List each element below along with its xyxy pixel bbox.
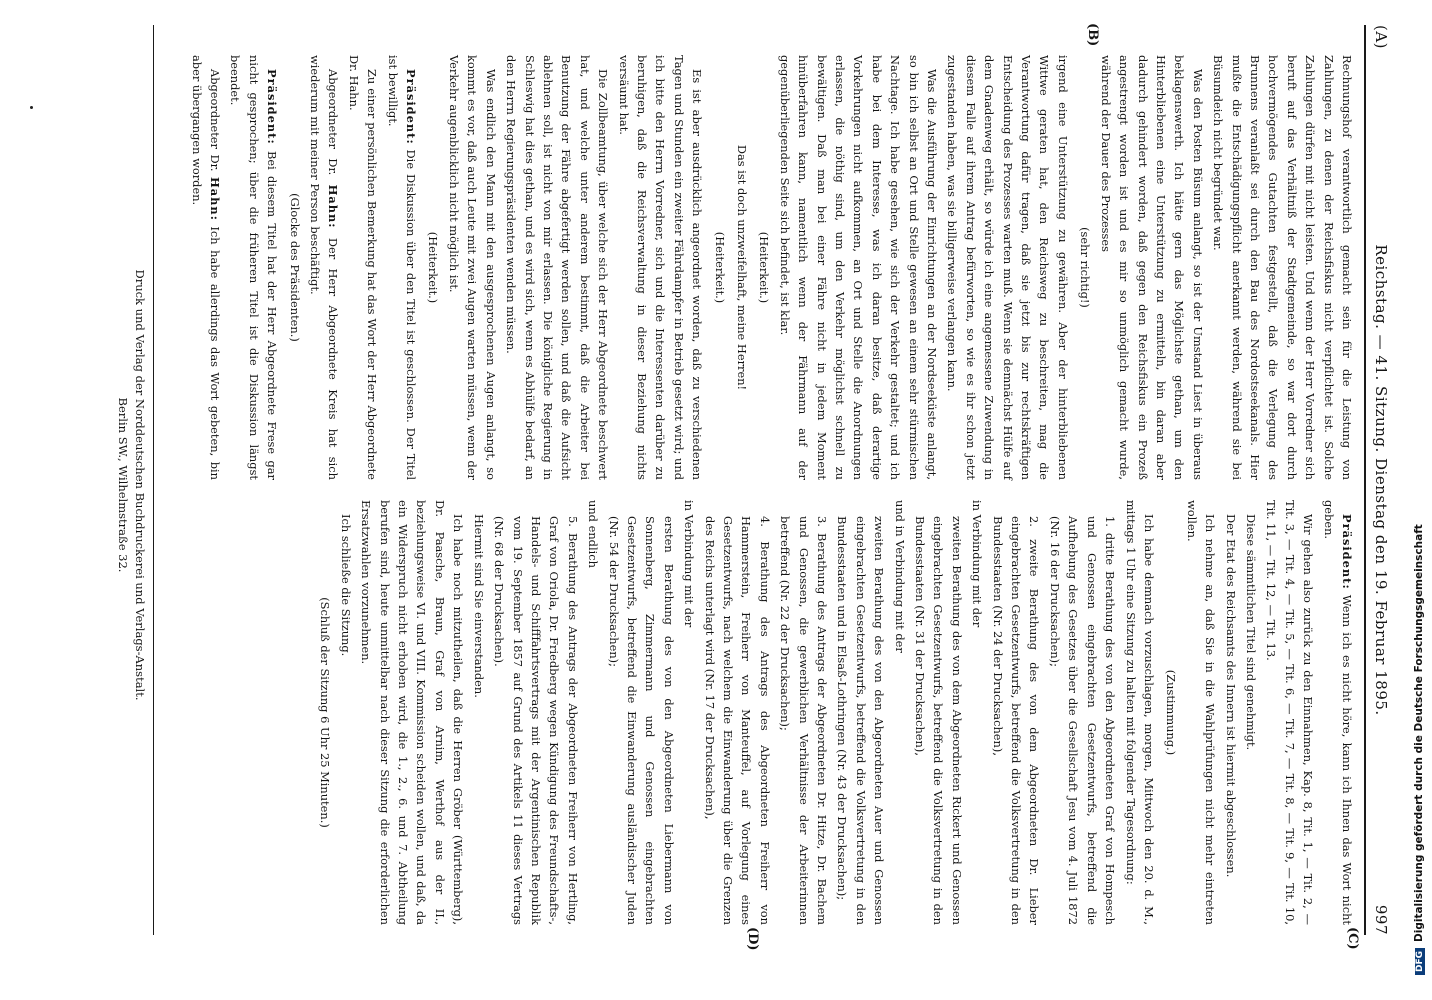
paragraph: Ich nehme an, daß Sie in die Wahlprüfungen nicht mehr eintreten wollen. bbox=[1184, 500, 1218, 925]
paragraph: in Verbindung mit der bbox=[970, 500, 985, 628]
paragraph: (Schluß der Sitzung 6 Uhr 25 Minuten.) bbox=[318, 597, 333, 828]
paragraph: Präsident: Bei diesem Titel hat der Herr Abgeordnete Frese gar nicht gesprochen; über die früheren Titel ist die Diskussion längst beendet. bbox=[228, 55, 280, 480]
margin-marker-c: (C) bbox=[1345, 927, 1360, 950]
paragraph: Was endlich den Mann mit den ausgesprochenen Augen anlangt, so kommt es vor, daß auch Leute mit zwei Augen warten müssen, wenn der Verkehr augenblicklich nicht möglich ist. bbox=[446, 55, 498, 480]
paragraph: (Glocke des Präsidenten.) bbox=[287, 193, 302, 342]
paragraph: 5. Berathung des Antrags der Abgeordneten Freiherr von Hertling, Graf von Oriola, Dr. Friedberg wegen Kündigung des Freundschafts-, Handels- und Schifffahrtsvertrags mit der Argentinischen Republik vom 19. September 1857 auf Grund des Artikels 11 dieses Vertrags (Nr. 68 der Drucksachen). bbox=[492, 516, 580, 925]
paragraph: Was die Ausführung der Einrichtungen an der Nordseeküste anlangt, so bin ich selbst an Ort und Stelle gewesen an einem sehr stürmischen Nachtage. Ich habe gesehen, wie sich der Verkehr gestaltet; und ich habe bei dem Interesse, was ich daran besitze, daß derartige Vorkehrungen nicht aufkommen, an Ort und Stelle die Anordnungen erlassen, die nöthig sind, um den Verkehr möglichst schnell zu bewältigen. Daß man bei einer Fähre nicht in jedem Moment hinüberfahren kann, namentlich wenn der Fährmann auf der gegenüberliegenden Seite sich befindet, ist klar. bbox=[777, 55, 940, 480]
paragraph: zweiten Berathung des von dem Abgeordneten Rickert und Genossen eingebrachten Gesetzentwurfs, betreffend die Volksvertretung in den Bundesstaaten (Nr. 31 der Drucksachen), bbox=[913, 516, 964, 925]
paragraph: irgend eine Unterstützung zu gewähren. Aber der hinterbliebenen Wittwe geraten hat, den Reichsweg zu beschreiten, mag die Verantwortung dafür tragen, daß sie jetzt bis zur rechtskräftigen Entscheidung des Prozesses warten muß. Wenn sie demnächst Hülfe auf dem Gnadenweg erhält, so würde ich eine angemessene Zuwendung in diesem Falle auf ihrem Antrag befürworten, so wie es ihr schon jetzt zugestanden haben, was sie billigerweise verlangen kann. bbox=[945, 55, 1070, 480]
paragraph: Abgeordneter Dr. Hahn: Ich habe allerdings das Wort gebeten, bin aber übergangen worden. bbox=[189, 55, 223, 480]
paragraph: (Heiterkeit.) bbox=[426, 231, 441, 304]
page-number: 997 bbox=[1372, 904, 1390, 935]
paragraph: (Heiterkeit.) bbox=[712, 231, 727, 304]
left-column bbox=[185, 55, 1356, 480]
paragraph: 1. dritte Berathung des von den Abgeordneten Graf von Hompesch und Genossen eingebrachten Gesetzentwurfs, betreffend die Aufhebung des Gesetzes über die Gesellschaft Jesu vom 4. Juli 1872 (Nr. 16 der Drucksachen); bbox=[1047, 516, 1118, 925]
paragraph: Der Etat des Reichsamts des Innern ist hiermit abgeschlossen. bbox=[1223, 514, 1238, 878]
paragraph: Ich schließe die Sitzung. bbox=[338, 514, 353, 657]
paragraph: Präsident: Die Diskussion über den Titel ist geschlossen. Der Titel ist bewilligt. bbox=[385, 55, 419, 480]
speck-mark bbox=[30, 106, 33, 109]
header-rule bbox=[1364, 25, 1366, 935]
paragraph: Abgeordneter Dr. Hahn: Der Herr Abgeordnete Kreis hat sich wiederum mit meiner Person beschäftigt. bbox=[308, 55, 341, 480]
paragraph: in Verbindung mit der bbox=[682, 500, 697, 628]
paragraph: Was den Posten Büsum anlangt, so ist der Umstand Liest in überaus beklagenswerth. Ich hätte gern das Möglichste gethan, um den Hinterbliebenen eine Unterstützung zu ermitteln, bin daran aber dadurch gehindert worden, daß gegen den Reichsfiskus ein Prozeß angestrengt worden ist und es mir so unmöglich gemacht wurde, während der Dauer des Prozesses bbox=[1098, 55, 1205, 480]
paragraph: Die Zollbeamtung, über welche sich der Herr Abgeordnete beschwert hat, und welche unter anderem bestimmt, daß die Arbeiter bei Benutzung der Fähre abgefertigt werden sollen, und daß die Aufsicht ablehnen soll, ist nicht von mir erlassen. Die königliche Regierung in Schleswig hat dies gethan, und es wird sich, wenn es Abhülfe bedarf, an den Herrn Regierungspräsidenten wenden müssen. bbox=[504, 55, 611, 480]
paragraph: Rechnungshof verantwortlich gemacht sein für die Leistung von Zahlungen, zu denen der Reichsfiskus nicht verpflichtet ist. Solche Zahlungen dürfen mit nicht leisten. Und wenn der Herr Vorredner sich beruft auf das Verhältniß der Stadtgemeinde, so war dort durch hochvermögendes Gutachten festgestellt, daß die Verlegung des Brunnens veranlaßt sei durch den Bau des Nordostseekanals. Hier mußte die Entschädigungspflicht anerkannt werden, während sie bei Büsumdeich nicht begründet war. bbox=[1211, 55, 1354, 480]
paragraph: Es ist aber ausdrücklich angeordnet worden, daß zu verschiedenen Tagen und Stunden ein zweiter Fährdampfer in Betrieb gesetzt wird; und ich bitte den Herrn Vorredner, sich und die Interessenten darüber zu beruhigen, daß die Reichsverwaltung in dieser Beziehung nichts versäumt hat. bbox=[616, 55, 705, 480]
paragraph: ersten Berathung des von den Abgeordneten Liebermann von Sonnenberg, Zimmermann und Genossen eingebrachten Gesetzentwurfs, betreffend die Einwanderung ausländischer Juden (Nr. 54 der Drucksachen); bbox=[606, 516, 676, 925]
rotated-page bbox=[40, 15, 1400, 955]
imprint-line-2: Berlin SW., Wilhelmstraße 32. bbox=[116, 397, 130, 573]
paragraph: und endlich bbox=[586, 500, 601, 568]
right-column bbox=[312, 500, 1356, 925]
imprint-rule bbox=[153, 25, 154, 935]
paragraph: Präsident: Wenn ich es nicht höre, kann ich Ihnen das Wort nicht geben. bbox=[1321, 500, 1354, 925]
header-title: Reichstag. — 41. Sitzung. Dienstag den 19. Februar 1895. bbox=[1372, 244, 1390, 716]
dfg-logo-icon: DFG bbox=[1415, 948, 1425, 975]
paragraph: Ich habe demnach vorzuschlagen, morgen, Mittwoch den 20. d. M., mittags 1 Uhr eine Sitzung zu halten mit folgender Tagesordnung: bbox=[1123, 500, 1156, 925]
paragraph: Zu einer persönlichen Bemerkung hat das Wort der Herr Abgeordnete Dr. Hahn. bbox=[346, 55, 380, 480]
margin-marker-d: (D) bbox=[745, 927, 760, 951]
paragraph: 4. Berathung des Antrags des Abgeordneten Freiherr von Hammerstein, Freiherr von Manteuffel, auf Vorlegung eines Gesetzentwurfs, nach welchem die Einwanderung über die Grenzen des Reichs unterlagt wird (Nr. 17 der Drucksachen), bbox=[702, 516, 772, 925]
page-header bbox=[1368, 25, 1392, 935]
digitization-credit-text: Digitalisierung gefördert durch die Deutsche Forschungsgemeinschaft bbox=[1413, 524, 1425, 942]
paragraph: 2. zweite Berathung des von dem Abgeordneten Dr. Lieber eingebrachten Gesetzentwurfs, betreffend die Volksvertretung in den Bundesstaaten (Nr. 24 der Drucksachen), bbox=[990, 516, 1042, 925]
paragraph: (Zustimmung.) bbox=[1164, 669, 1179, 756]
header-marker-a: (A) bbox=[1372, 25, 1390, 50]
paragraph: Diese sämmtlichen Titel sind genehmigt. bbox=[1243, 514, 1258, 751]
paragraph: (sehr richtig!) bbox=[1078, 227, 1093, 308]
paragraph: Das ist doch unzweifelhaft, meine Herren! bbox=[735, 144, 749, 391]
paragraph: 3. Berathung des Antrags der Abgeordneten Dr. Hitze, Dr. Bachem und Genossen, die gewerblichen Verhältnisse der Arbeiterinnen betreffend (Nr. 22 der Drucksachen); bbox=[778, 516, 830, 925]
margin-marker-b: (B) bbox=[1085, 23, 1100, 47]
paragraph: Ich habe noch mitzutheilen, daß die Herren Gröber (Württemberg), Dr. Paasche, Braun, Graf von Arnim, Werthof aus der II., beziehungsweise VI. und VIII. Kommission scheiden wollen, und daß, da ein Widerspruch nicht erhoben wird, die 1., 2., 6. und 7. Abtheilung berufen sind, heute unmittelbar nach dieser Sitzung die erforderlichen Ersatzwahlen vorzunehmen. bbox=[359, 500, 466, 925]
paragraph: Wir gehen also zurück zu den Einnahmen, Kap. 8, Tit. 1, — Tit. 2, — Tit. 3, — Tit. 4, — Tit. 5, — Tit. 6, — Tit. 7, — Tit. 8, — Tit. 9, — Tit. 10, Tit. 11, — Tit. 12, — Tit. 13. bbox=[1264, 500, 1316, 925]
paragraph: und in Verbindung mit der bbox=[892, 500, 907, 653]
imprint-line-1: Druck und Verlag der Norddeutschen Buchdruckerei und Verlags-Anstalt. bbox=[133, 269, 147, 701]
imprint bbox=[114, 15, 148, 955]
paragraph: Hiermit sind Sie einverstanden. bbox=[471, 514, 486, 698]
paragraph: (Heiterkeit.) bbox=[757, 231, 772, 304]
paragraph: zweiten Berathung des von den Abgeordneten Auer und Genossen eingebrachten Gesetzentwurfs, betreffend die Volksvertretung in den Bundesstaaten und in Elsaß-Lothringen (Nr. 43 der Drucksachen); bbox=[835, 516, 887, 925]
digitization-credit bbox=[1413, 0, 1429, 975]
